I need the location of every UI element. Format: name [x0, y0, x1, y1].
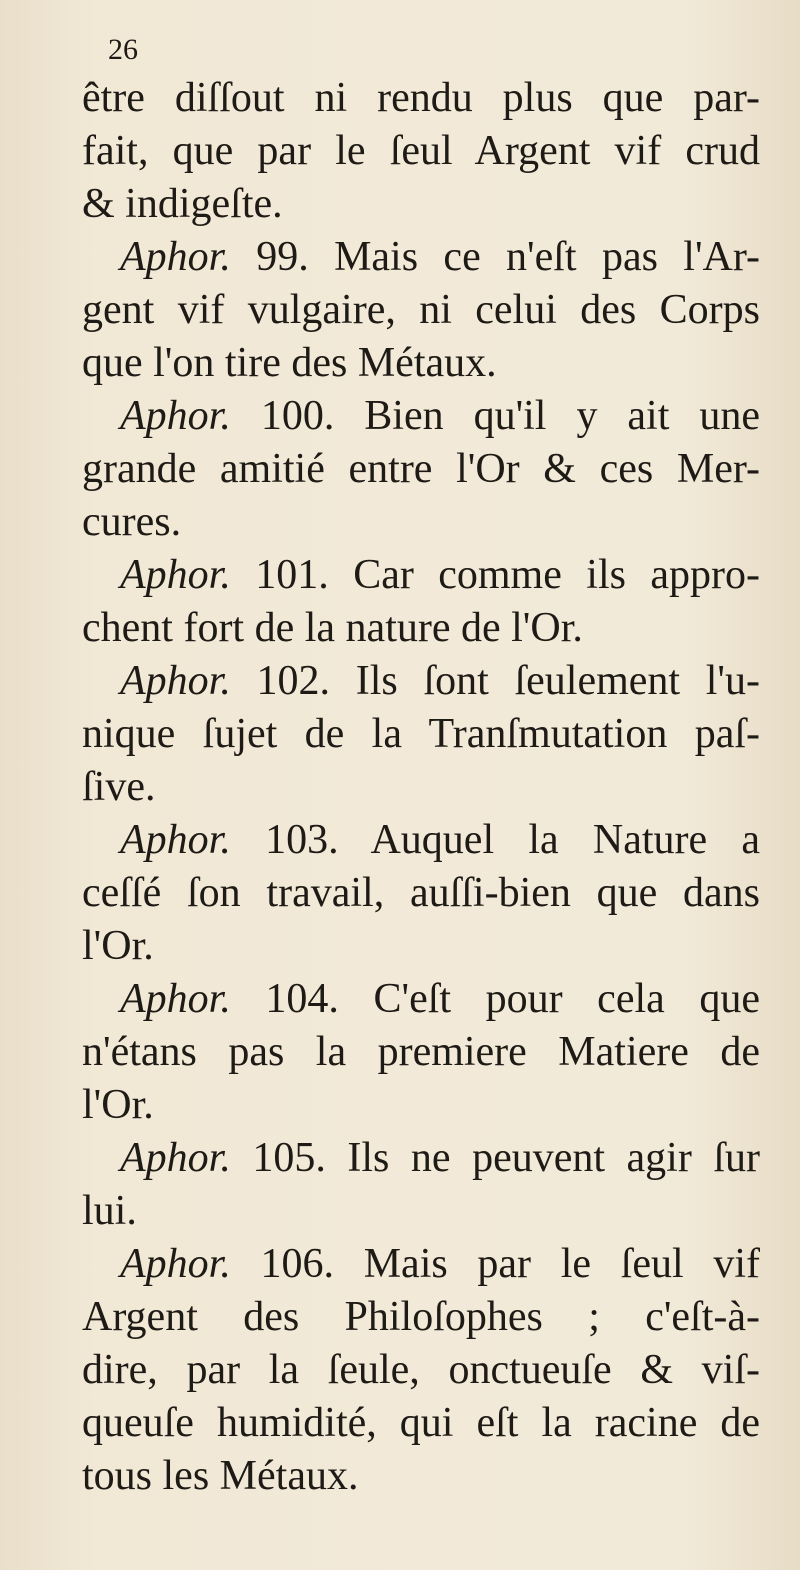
- aphorism-label: Aphor.: [120, 1241, 231, 1287]
- text-line: [82, 178, 760, 231]
- text-line: [82, 708, 760, 761]
- line-text: 106. Mais par le ſeul vif: [230, 1241, 760, 1287]
- text-line: [82, 284, 760, 337]
- text-line: [82, 973, 760, 1026]
- text-line: [82, 1450, 760, 1503]
- text-line: [82, 1185, 760, 1238]
- line-text: chent fort de la nature de l'Or.: [82, 605, 583, 651]
- line-text: fait, que par le ſeul Argent vif crud: [82, 128, 760, 174]
- line-text: 104. C'eſt pour cela que: [230, 976, 760, 1022]
- aphorism-label: Aphor.: [120, 393, 231, 439]
- line-text: 99. Mais ce n'eſt pas l'Ar-: [230, 234, 760, 280]
- text-line: [82, 1344, 760, 1397]
- line-text: ſive.: [82, 764, 156, 810]
- line-text: l'Or.: [82, 923, 154, 969]
- text-line: [82, 920, 760, 973]
- line-text: l'Or.: [82, 1082, 154, 1128]
- text-line: [82, 1026, 760, 1079]
- line-text: queuſe humidité, qui eſt la racine de: [82, 1400, 760, 1446]
- aphorism-label: Aphor.: [120, 234, 231, 280]
- line-text: être diſſout ni rendu plus que par-: [82, 75, 760, 121]
- text-line: [82, 390, 760, 443]
- line-text: & indigeſte.: [82, 181, 283, 227]
- text-line: [82, 1238, 760, 1291]
- line-text: lui.: [82, 1188, 137, 1234]
- aphorism-label: Aphor.: [120, 1135, 231, 1181]
- text-line: [82, 602, 760, 655]
- text-line: [82, 1079, 760, 1132]
- line-text: 100. Bien qu'il y ait une: [230, 393, 760, 439]
- text-line: [82, 337, 760, 390]
- aphorism-label: Aphor.: [120, 817, 231, 863]
- text-line: [82, 549, 760, 602]
- line-text: nique ſujet de la Tranſmutation paſ-: [82, 711, 760, 757]
- aphorism-label: Aphor.: [120, 658, 231, 704]
- text-line: [82, 761, 760, 814]
- text-line: [82, 496, 760, 549]
- text-line: [82, 655, 760, 708]
- line-text: 103. Auquel la Nature a: [230, 817, 760, 863]
- text-line: [82, 867, 760, 920]
- text-line: [82, 231, 760, 284]
- line-text: tous les Métaux.: [82, 1453, 359, 1499]
- text-line: [82, 1291, 760, 1344]
- line-text: ceſſé ſon travail, auſſi-bien que dans: [82, 870, 760, 916]
- line-text: grande amitié entre l'Or & ces Mer-: [82, 446, 760, 492]
- text-line: [82, 1132, 760, 1185]
- line-text: n'étans pas la premiere Matiere de: [82, 1029, 760, 1075]
- text-line: [82, 814, 760, 867]
- text-line: [82, 72, 760, 125]
- text-line: [82, 1397, 760, 1450]
- page-number: 26: [108, 33, 138, 66]
- line-text: Argent des Philoſophes ; c'eſt-à-: [82, 1294, 760, 1340]
- line-text: 105. Ils ne peuvent agir ſur: [230, 1135, 760, 1181]
- line-text: 102. Ils ſont ſeulement l'u-: [230, 658, 760, 704]
- line-text: 101. Car comme ils appro-: [230, 552, 760, 598]
- text-line: [82, 443, 760, 496]
- text-line: [82, 125, 760, 178]
- body-text: [82, 72, 760, 1503]
- aphorism-label: Aphor.: [120, 976, 231, 1022]
- line-text: gent vif vulgaire, ni celui des Corps: [82, 287, 760, 333]
- line-text: que l'on tire des Métaux.: [82, 340, 497, 386]
- line-text: dire, par la ſeule, onctueuſe & viſ-: [82, 1347, 760, 1393]
- line-text: cures.: [82, 499, 182, 545]
- aphorism-label: Aphor.: [120, 552, 231, 598]
